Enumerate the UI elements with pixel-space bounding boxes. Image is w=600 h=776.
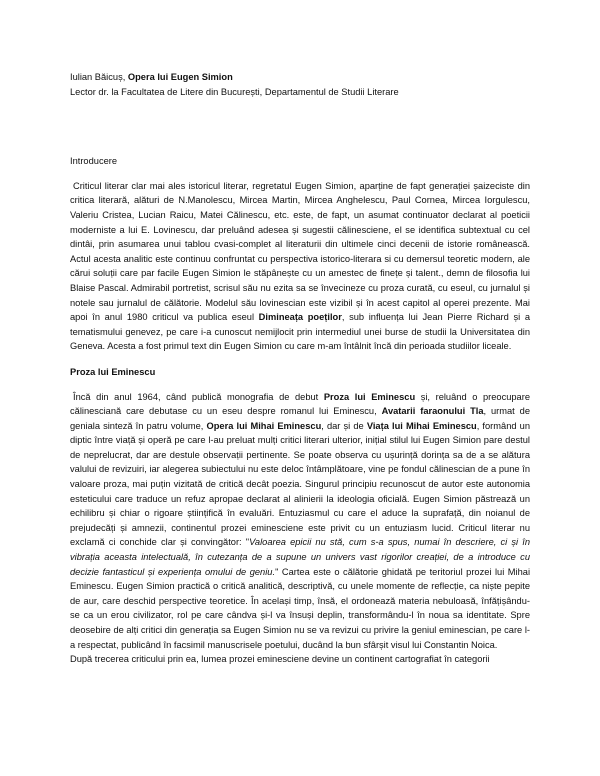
proza-text-g: " Cartea este o călătorie ghidată pe teritoriul prozei lui Mihai Eminescu. Eugen Simion practică o critică analitică, descriptivă, cu unele momente de reflecție, ca niște pepite de aur, care deschid perspective teoretice. În același timp, însă, el ordonează materia nebuloasă, înfățișându-se ca un erou civilizator, rol pe care cândva și-l va însuși deplin, transformându-l în noua sa identitate. Spre deosebire de alți critici din generația sa Eugen Simion nu se va revizui cu privire la geniul eminescian, pe care l-a respectat, publicând în facsimil manuscrisele poetului, ducând la bun sfârșit visul lui Constantin Noica.	[70, 566, 531, 650]
intro-text-a: Criticul literar clar mai ales istoricul literar, regretatul Eugen Simion, aparține de fapt generației șaizeciste din critica literară, alături de N.Manolescu, Mircea Martin, Mircea Anghelescu, Paul Cornea, Mircea Iorgulescu, Valeriu Cristea, Lucian Raicu, Matei Călinescu, etc. este, de fapt, un asumat continuator declarat al poeticii moderniste a lui E. Lovinescu, dar preluând adesea și sugestii călinesciene, el se identifica subtextual cu cel dintâi, prin asumarea unui tablou cvasi-complet al literaturii din ultimele cinci decenii de istorie românească. Actul acesta analitic este continuu confruntat cu perspectiva istorico-literara si cu demersul teoretic modern, ale cărui soluții care par facile Eugen Simion le stăpânește cu un amestec de finețe și talent., demn de filosofia lui Blaise Pascal. Admirabil portretist, scrisul său nu ezita sa se învecineze cu proza curată, cu eseul, cu jurnalul și notele sau jurnalul de călătorie. Modelul său lovinescian este vizibil și în acest capitol al operei prezente. Mai apoi în anul 1980 criticul va publica eseul	[70, 180, 530, 323]
intro-text-b: , sub influența lui Jean Pierre Richard și a tematismului genevez, pe care i-a cunoscut nemijlocit prin intermediul unei burse de studii la Universitatea din Geneva. Acesta a fost primul text din Eugen Simion cu care m-am întâlnit încă din perioada studiilor liceale.	[70, 312, 530, 352]
author-name: Iulian Băicuș,	[70, 72, 128, 82]
proza-text-d: , urmat de geniala sinteză în patru volume,	[70, 406, 531, 431]
proza-quote: Valoarea epicii nu stă, cum s-a spus, numai în descriere, ci și în vibrația aceasta intelectuală, în cutezanța de a supune un univers vast rigorilor creației, de a introduce cu decizie fantasticul și experiența omului de geniu.	[70, 537, 531, 577]
proza-text-c: și, reluând o preocupare călinesciană care debutase cu un eseu despre romanul lui Eminescu,	[70, 391, 530, 417]
proza-paragraph	[70, 390, 530, 653]
author-affiliation: Lector dr. la Facultatea de Litere din București, Departamentul de Studii Literare	[70, 86, 399, 97]
proza-paragraph-continued: După trecerea criticului prin ea, lumea prozei eminesciene devine un continent cartografiat în categorii	[70, 654, 490, 665]
proza-bold-4: Viața lui Mihai Eminescu	[366, 420, 477, 431]
proza-text-f: , formând un diptic între viață și operă pe care l-au preluat mulți critici literari ulterior, inițial stilul lui Eugen Simion pare destul de neprelucrat, dar are destule observații pertinente. Se poate observa cu ușurință dorința sa de a se alătura valului de revizuiri, iar alegerea subiectului nu este deloc întâmplătoare, vine pe fondul călinescian de a pune în valoare proza, mai puțin vizitată de critică decât poezia. Singurul principiu recunoscut de autor este autonomia esteticului care traduce un refuz apropae declarat al alinierii la ideologia oficială. Eugen Simion păstrează un echilibru și chiar o rigoare științifică în evaluări. Entuziasmul cu care el aduce la suprafață, din noianul de prejudecăți și amnezii, continentul prozei eminesciene este privit cu un entuziasm lucid. Criticul literar nu exclamă ci conchide clar și convingător: "	[70, 420, 530, 548]
intro-paragraph	[70, 179, 530, 354]
proza-bold-3: Opera lui Mihai Eminescu	[206, 420, 322, 431]
section-heading-introducere: Introducere	[70, 156, 118, 167]
work-title: Opera lui Eugen Simion	[127, 72, 233, 82]
proza-bold-1: Proza lui Eminescu	[323, 391, 416, 402]
proza-text-e: , dar și de	[321, 420, 367, 431]
proza-bold-2: Avatarii faraonului Tla	[381, 406, 484, 417]
author-line	[70, 70, 530, 85]
section-heading-proza: Proza lui Eminescu	[70, 366, 156, 377]
document-body	[70, 70, 530, 667]
proza-text-a: Încă din anul 1964, când publică monografia de debut	[73, 391, 324, 402]
intro-bold-title: Dimineața poeților	[258, 312, 342, 323]
